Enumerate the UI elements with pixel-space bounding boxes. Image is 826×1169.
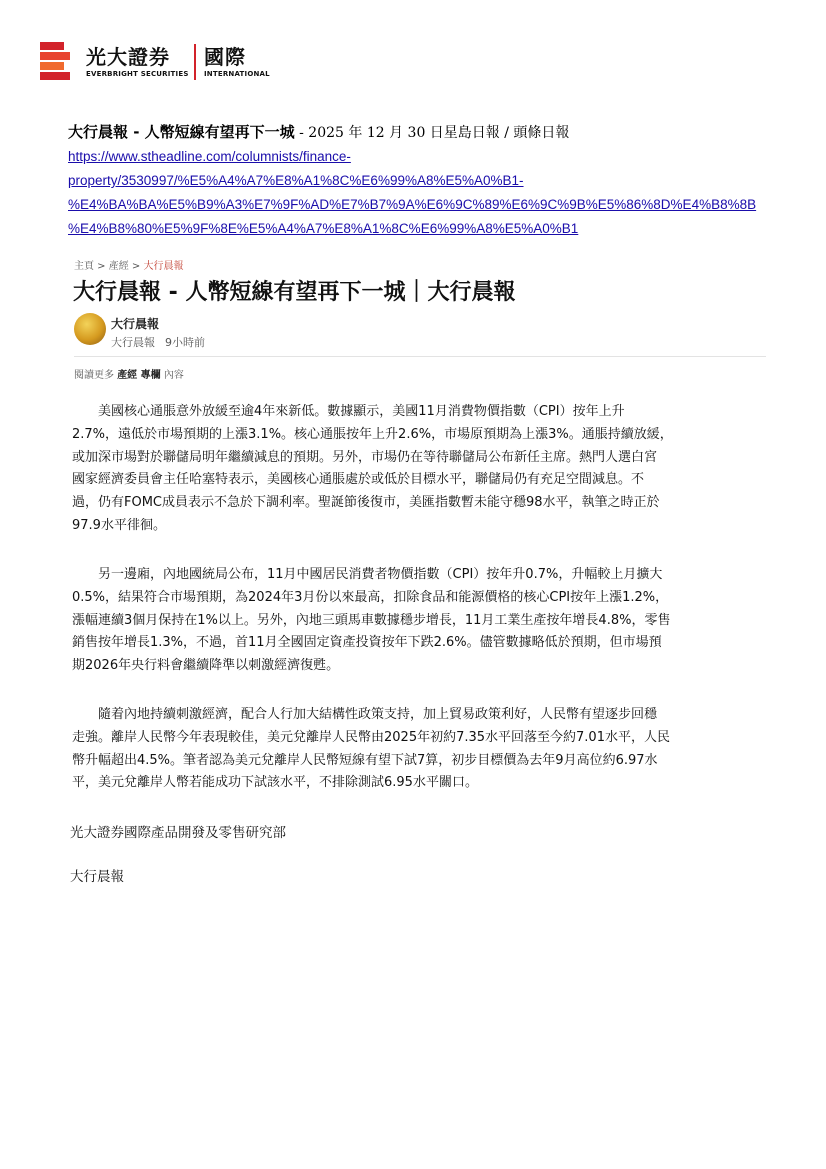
company-logo — [38, 40, 278, 84]
logo-english-name: EVERBRIGHT SECURITIES — [86, 70, 189, 78]
source-link-line-3[interactable]: %E4%BA%BA%E5%B9%A3%E7%9F%AD%E7%B7%9A%E6%9C%89%E6%9C%9B%E5%86%8D%E4%B8%8B — [68, 197, 757, 212]
author-column: 大行晨報 — [111, 336, 155, 349]
article-meta — [111, 334, 205, 350]
article-title: 大行晨報 - 人幣短線有望再下一城｜大行晨報 — [73, 280, 516, 305]
document-headline — [68, 121, 569, 142]
logo-chinese-international: 國際 — [204, 45, 246, 69]
headline-source: - 2025 年 12 月 30 日星島日報 / 頭條日報 — [294, 125, 570, 141]
headline-title: 大行晨報 - 人幣短線有望再下一城 — [68, 123, 295, 141]
article-paragraph-1: 美國核心通脹意外放緩至逾4年來新低。數據顯示，美國11月消費物價指數（CPI）按年上升 2.7%，遠低於市場預期的上漲3.1%。核心通脹按年上升2.6%，市場原預期為上漲3%。通脹持續放緩， 或加深市場對於聯儲局明年繼續減息的預期。另外，市場仍在等待聯儲局公布新任主席。熱門人選白宮 國家經濟委員會主任哈塞特表示，美國核心通脹處於或低於目標水平，聯儲局仍有充足空間減息。不 過，仍有FOMC成員表示不急於下調利率。聖誕節後復市，美匯指數暫未能守穩98水平，執筆之時正於 97.9水平徘徊。 — [72, 404, 673, 533]
read-more-row: 閱讀更多 產經 專欄 內容 — [74, 370, 184, 381]
article-paragraph-3: 隨着內地持續刺激經濟，配合人行加大結構性政策支持，加上貿易政策利好，人民幣有望逐步回穩 走強。離岸人民幣今年表現較佳，美元兌離岸人民幣由2025年初約7.35水平回落至今約7.01水平，人民 幣升幅超出4.5%。筆者認為美元兌離岸人民幣短線有望下試7算，初步目標價為去年9月高位約6.97水 平，美元兌離岸人幣若能成功下試該水平，不排除測試6.95水平關口。 — [72, 707, 670, 791]
breadcrumb-current[interactable]: 大行晨報 — [143, 261, 184, 272]
breadcrumb-finance[interactable]: 產經 — [108, 261, 129, 272]
author-avatar[interactable] — [74, 313, 106, 345]
source-link-line-1[interactable]: https://www.stheadline.com/columnists/finance- — [68, 149, 351, 164]
breadcrumb: 主頁 > 產經 > 大行晨報 — [74, 261, 184, 272]
source-link-line-2[interactable]: property/3530997/%E5%A4%A7%E8%A1%8C%E6%99%A8%E5%A0%B1- — [68, 173, 524, 188]
breadcrumb-home[interactable]: 主頁 — [74, 261, 94, 272]
logo-english-international: INTERNATIONAL — [204, 70, 270, 78]
logo-chinese-name: 光大證券 — [86, 45, 170, 69]
source-link-line-4[interactable]: %E4%B8%80%E5%9F%8E%E5%A4%A7%E8%A1%8C%E6%99%A8%E5%A0%B1 — [68, 221, 579, 236]
read-more-tags[interactable]: 產經 專欄 — [117, 370, 161, 381]
article-paragraph-2: 另一邊廂，內地國統局公布，11月中國居民消費者物價指數（CPI）按年升0.7%，升幅較上月擴大 0.5%，結果符合市場預期，為2024年3月份以來最高，扣除食品和能源價格的核心CPI按年上漲1.2%， 漲幅連續3個月保持在1%以上。另外，內地三頭馬車數據穩步增長，11月工業生產按年增長4.8%，零售 銷售按年增長1.3%，不過，首11月全國固定資產投資按年下跌2.6%。儘管數據略低於預期，但市場預 期2026年央行料會繼續降準以刺激經濟復甦。 — [72, 567, 671, 674]
logo-divider — [194, 44, 196, 80]
publish-time: 9小時前 — [165, 336, 205, 349]
divider — [74, 356, 766, 357]
signature-department: 光大證券國際產品開發及零售研究部 — [70, 825, 286, 841]
signature-name: 大行晨報 — [70, 869, 124, 885]
everbright-logo-icon — [38, 40, 74, 82]
author-name[interactable]: 大行晨報 — [111, 317, 160, 331]
